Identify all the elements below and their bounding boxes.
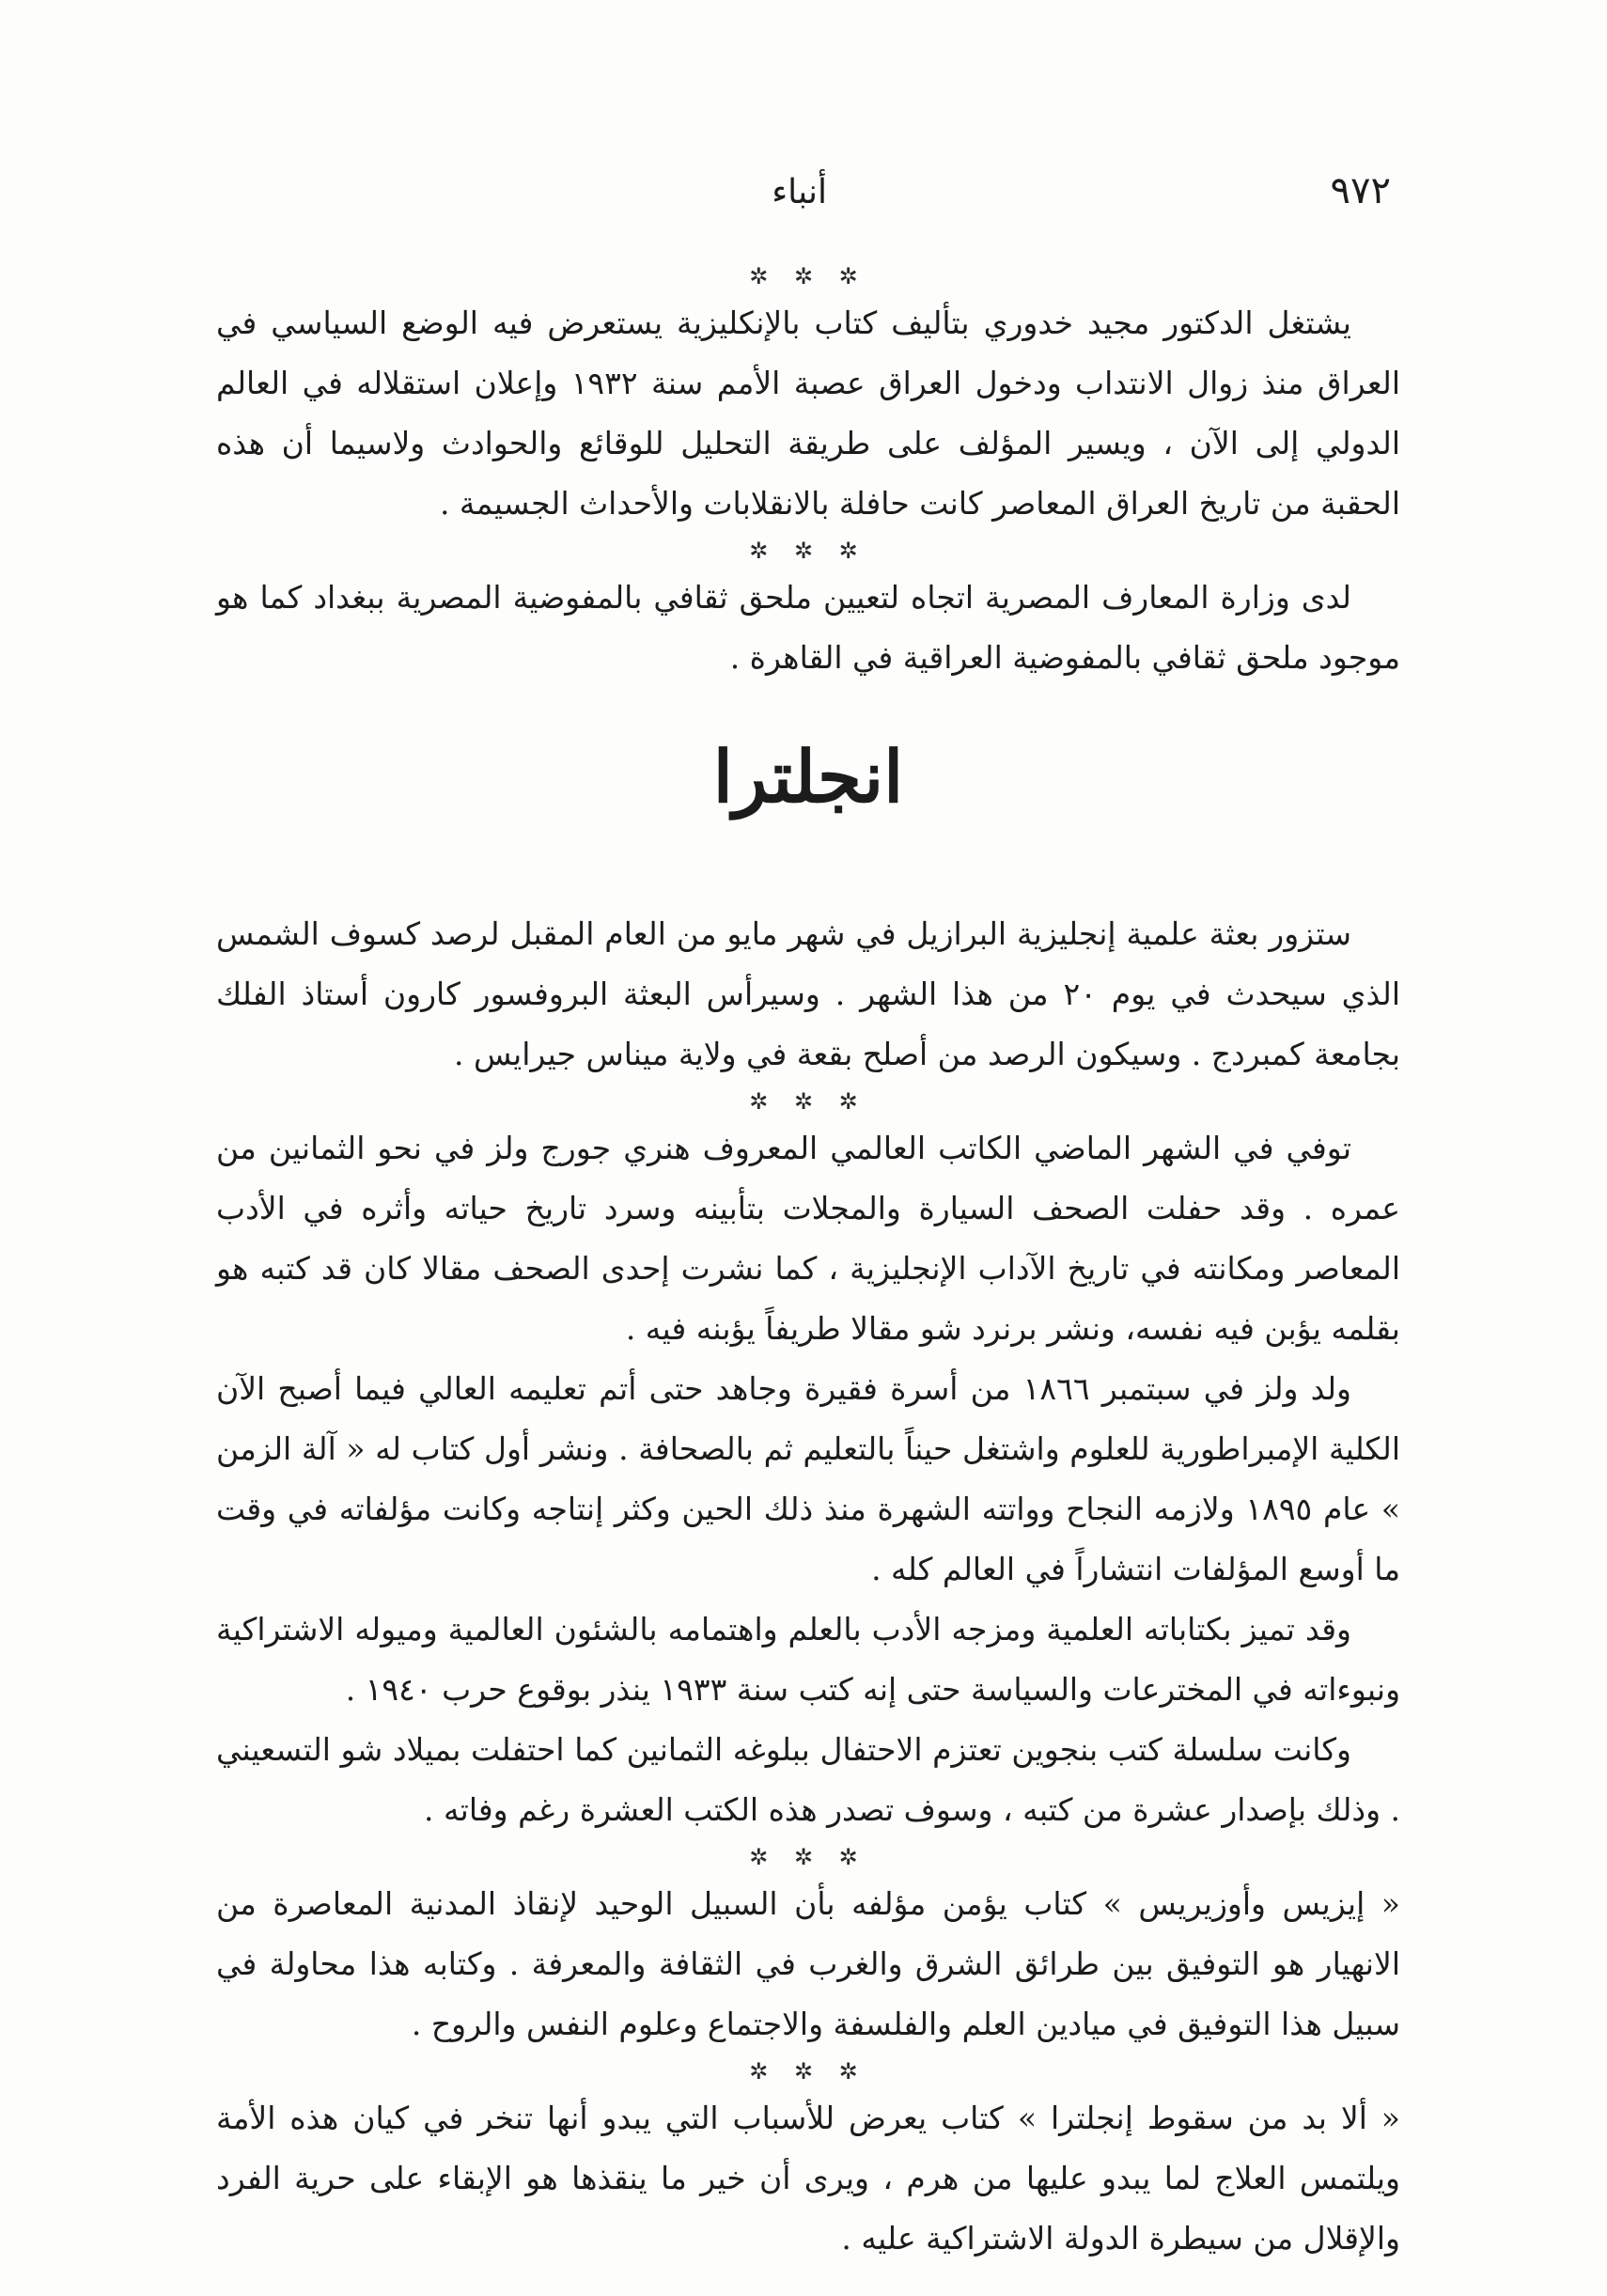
news-paragraph: « ألا بد من سقوط إنجلترا » كتاب يعرض للأسباب التي يبدو أنها تنخر في كيان هذه الأمة ويلتمس العلاج لما يبدو عليها من هرم ، ويرى أن خير ما ينقذها هو الإبقاء على حرية الفرد والإقلال من سيطرة الدولة الاشتراكية عليه . bbox=[216, 2100, 1400, 2257]
news-paragraph: يشتغل الدكتور مجيد خدوري بتأليف كتاب بالإنكليزية يستعرض فيه الوضع السياسي في العراق منذ زوال الانتداب ودخول العراق عصبة الأمم سنة ١٩٣٢ وإعلان استقلاله في العالم الدولي إلى الآن ، ويسير المؤلف على طريقة التحليل للوقائع والحوادث ولاسيما أن هذه الحقبة من تاريخ العراق المعاصر كانت حافلة بالانقلابات والأحداث الجسيمة . bbox=[216, 305, 1400, 522]
text-column bbox=[216, 259, 1400, 2269]
news-paragraph: ولد ولز في سبتمبر ١٨٦٦ من أسرة فقيرة وجاهد حتى أتم تعليمه العالي فيما أصبح الآن الكلية الإمبراطورية للعلوم واشتغل حيناً بالتعليم ثم بالصحافة . ونشر أول كتاب له « آلة الزمن » عام ١٨٩٥ ولازمه النجاح وواتته الشهرة منذ ذلك الحين وكثر إنتاجه وكانت مؤلفاته في وقت ما أوسع المؤلفات انتشاراً في العالم كله . bbox=[216, 1370, 1400, 1587]
news-paragraph: وكانت سلسلة كتب بنجوين تعتزم الاحتفال ببلوغه الثمانين كما احتفلت بميلاد شو التسعيني . وذلك بإصدار عشرة من كتبه ، وسوف تصدر هذه الكتب العشرة رغم وفاته . bbox=[216, 1731, 1400, 1828]
separator-stars: ✲ ✲ ✲ bbox=[749, 1844, 867, 1870]
running-title: أنباء bbox=[772, 173, 827, 211]
news-paragraph: وقد تميز بكتاباته العلمية ومزجه الأدب بالعلم واهتمامه بالشئون العالمية وميوله الاشتراكية ونبوءاته في المخترعات والسياسة حتى إنه كتب سنة ١٩٣٣ ينذر بوقوع حرب ١٩٤٠ . bbox=[216, 1611, 1400, 1708]
news-paragraph: توفي في الشهر الماضي الكاتب العالمي المعروف هنري جورج ولز في نحو الثمانين من عمره . وقد حفلت الصحف السيارة والمجلات بتأبينه وسرد تاريخ حياته وأثره في الأدب المعاصر ومكانته في تاريخ الآداب الإنجليزية ، كما نشرت إحدى الصحف مقالا كان قد كتبه هو بقلمه يؤبن فيه نفسه، ونشر برنرد شو مقالا طريفاً يؤبنه فيه . bbox=[216, 1130, 1400, 1347]
separator-stars: ✲ ✲ ✲ bbox=[749, 263, 867, 289]
news-paragraph: ستزور بعثة علمية إنجليزية البرازيل في شهر مايو من العام المقبل لرصد كسوف الشمس الذي سيحدث في يوم ٢٠ من هذا الشهر . وسيرأس البعثة البروفسور كارون أستاذ الفلك بجامعة كمبردج . وسيكون الرصد من أصلح بقعة في ولاية ميناس جيرايس . bbox=[216, 915, 1401, 1072]
separator-stars: ✲ ✲ ✲ bbox=[749, 2058, 867, 2085]
page-number: ٩٧٢ bbox=[1330, 169, 1391, 212]
section-heading: انجلترا bbox=[712, 735, 904, 819]
separator-stars: ✲ ✲ ✲ bbox=[749, 1088, 867, 1115]
page-header bbox=[202, 169, 1391, 226]
separator-stars: ✲ ✲ ✲ bbox=[749, 538, 867, 564]
news-paragraph: « إيزيس وأوزيريس » كتاب يؤمن مؤلفه بأن السبيل الوحيد لإنقاذ المدنية المعاصرة من الانهيار هو التوفيق بين طرائق الشرق والغرب في الثقافة والمعرفة . وكتابه هذا محاولة في سبيل هذا التوفيق في ميادين العلم والفلسفة والاجتماع وعلوم النفس والروح . bbox=[216, 1885, 1400, 2042]
news-paragraph: لدى وزارة المعارف المصرية اتجاه لتعيين ملحق ثقافي بالمفوضية المصرية ببغداد كما هو موجود ملحق ثقافي بالمفوضية العراقية في القاهرة . bbox=[216, 579, 1400, 676]
